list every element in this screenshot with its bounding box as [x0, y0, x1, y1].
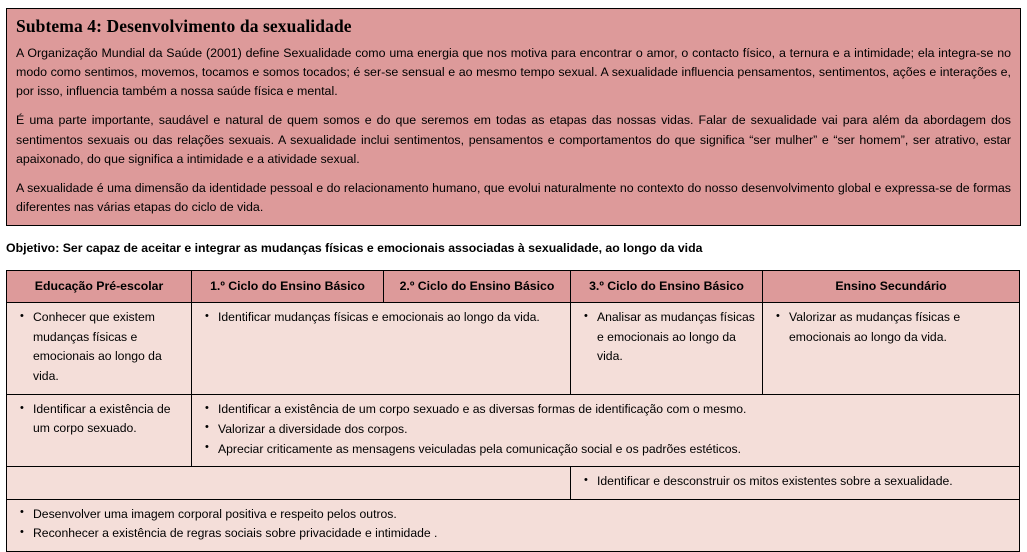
- cell-row1-ciclos-1-2: [192, 303, 571, 395]
- cell-row1-3-ciclo: [571, 303, 763, 395]
- cell-row2-ciclos-1-a-secundario: [192, 395, 1020, 467]
- column-header-3-ciclo: 3.º Ciclo do Ensino Básico: [571, 271, 763, 303]
- column-header-1-ciclo: 1.º Ciclo do Ensino Básico: [192, 271, 384, 303]
- intro-paragraph-3: A sexualidade é uma dimensão da identidade pessoal e do relacionamento humano, que evolui naturalmente no contexto do nosso desenvolvimento global e expressa-se de formas diferentes nas várias etapas do ciclo de vida.: [16, 180, 1011, 215]
- table-header: [7, 271, 1020, 303]
- list-item: • Desenvolver uma imagem corporal positiva e respeito pelos outros.: [33, 505, 1013, 524]
- bullet-list: [196, 400, 1013, 458]
- list-item: • Identificar mudanças físicas e emocionais ao longo da vida.: [218, 308, 564, 328]
- bullet-list: [11, 308, 185, 386]
- table-header-row: [7, 271, 1020, 303]
- list-item: • Conhecer que existem mudanças físicas e emocionais ao longo da vida.: [33, 308, 185, 386]
- cell-row1-secundario: [763, 303, 1020, 395]
- table-body: [7, 303, 1020, 551]
- column-header-secundario: Ensino Secundário: [763, 271, 1020, 303]
- bullet-list: [11, 400, 185, 437]
- table-row: [7, 395, 1020, 467]
- bullet-list: [575, 472, 1013, 491]
- intro-paragraph-2: É uma parte importante, saudável e natural de quem somos e do que seremos em todas as etapas das nossas vidas. Falar de sexualidade vai para além da abordagem dos sentimentos sexuais ou das relações sexuais. A sexualidade inclui sentimentos, pensamentos e comportamentos do que significa “ser mulher” e “ser homem”, ser atrativo, estar apaixonado, do que significa a intimidade e a atividade sexual.: [16, 113, 1011, 166]
- cell-row4-all-levels: [7, 499, 1020, 551]
- cell-row3-empty: [7, 467, 571, 500]
- list-item: • Identificar e desconstruir os mitos existentes sobre a sexualidade.: [597, 472, 1013, 491]
- table-row: [7, 499, 1020, 551]
- table-row: [7, 303, 1020, 395]
- cell-row3-3-ciclo-secundario: [571, 467, 1020, 500]
- table-row: [7, 467, 1020, 500]
- bullet-list: [11, 505, 1013, 543]
- bullet-list: [767, 308, 1013, 347]
- intro-paragraph-1: A Organização Mundial da Saúde (2001) define Sexualidade como uma energia que nos motiva para encontrar o amor, o contacto físico, a ternura e a intimidade; ela integra-se no modo como sentimos, movemos, tocamos e somos tocados; é ser-se sensual e ao mesmo tempo sexual. A sexualidade influencia pensamentos, sentimentos, ações e interações e, por isso, influencia também a nossa saúde física e mental.: [16, 45, 1011, 99]
- subtheme-title: Subtema 4: Desenvolvimento da sexualidade: [16, 16, 352, 36]
- cell-row1-pre-escolar: [7, 303, 192, 395]
- list-item: • Apreciar criticamente as mensagens veiculadas pela comunicação social e os padrões estéticos.: [218, 440, 1013, 459]
- objective-line: Objetivo: Ser capaz de aceitar e integrar as mudanças físicas e emocionais associadas à sexualidade, ao longo da vida: [6, 241, 703, 256]
- list-item: • Valorizar as mudanças físicas e emocionais ao longo da vida.: [789, 308, 1013, 347]
- list-item: • Identificar a existência de um corpo sexuado e as diversas formas de identificação com o mesmo.: [218, 400, 1013, 419]
- column-header-pre-escolar: Educação Pré-escolar: [7, 271, 192, 303]
- document-page: [0, 8, 1027, 541]
- intro-box: [6, 8, 1021, 226]
- list-item: • Identificar a existência de um corpo sexuado.: [33, 400, 185, 437]
- bullet-list: [575, 308, 756, 367]
- list-item: • Reconhecer a existência de regras sociais sobre privacidade e intimidade .: [33, 524, 1013, 543]
- competency-table: [6, 270, 1020, 551]
- column-header-2-ciclo: 2.º Ciclo do Ensino Básico: [384, 271, 571, 303]
- cell-row2-pre-escolar: [7, 395, 192, 467]
- list-item: • Valorizar a diversidade dos corpos.: [218, 420, 1013, 439]
- bullet-list: [196, 308, 564, 328]
- list-item: • Analisar as mudanças físicas e emocionais ao longo da vida.: [597, 308, 756, 367]
